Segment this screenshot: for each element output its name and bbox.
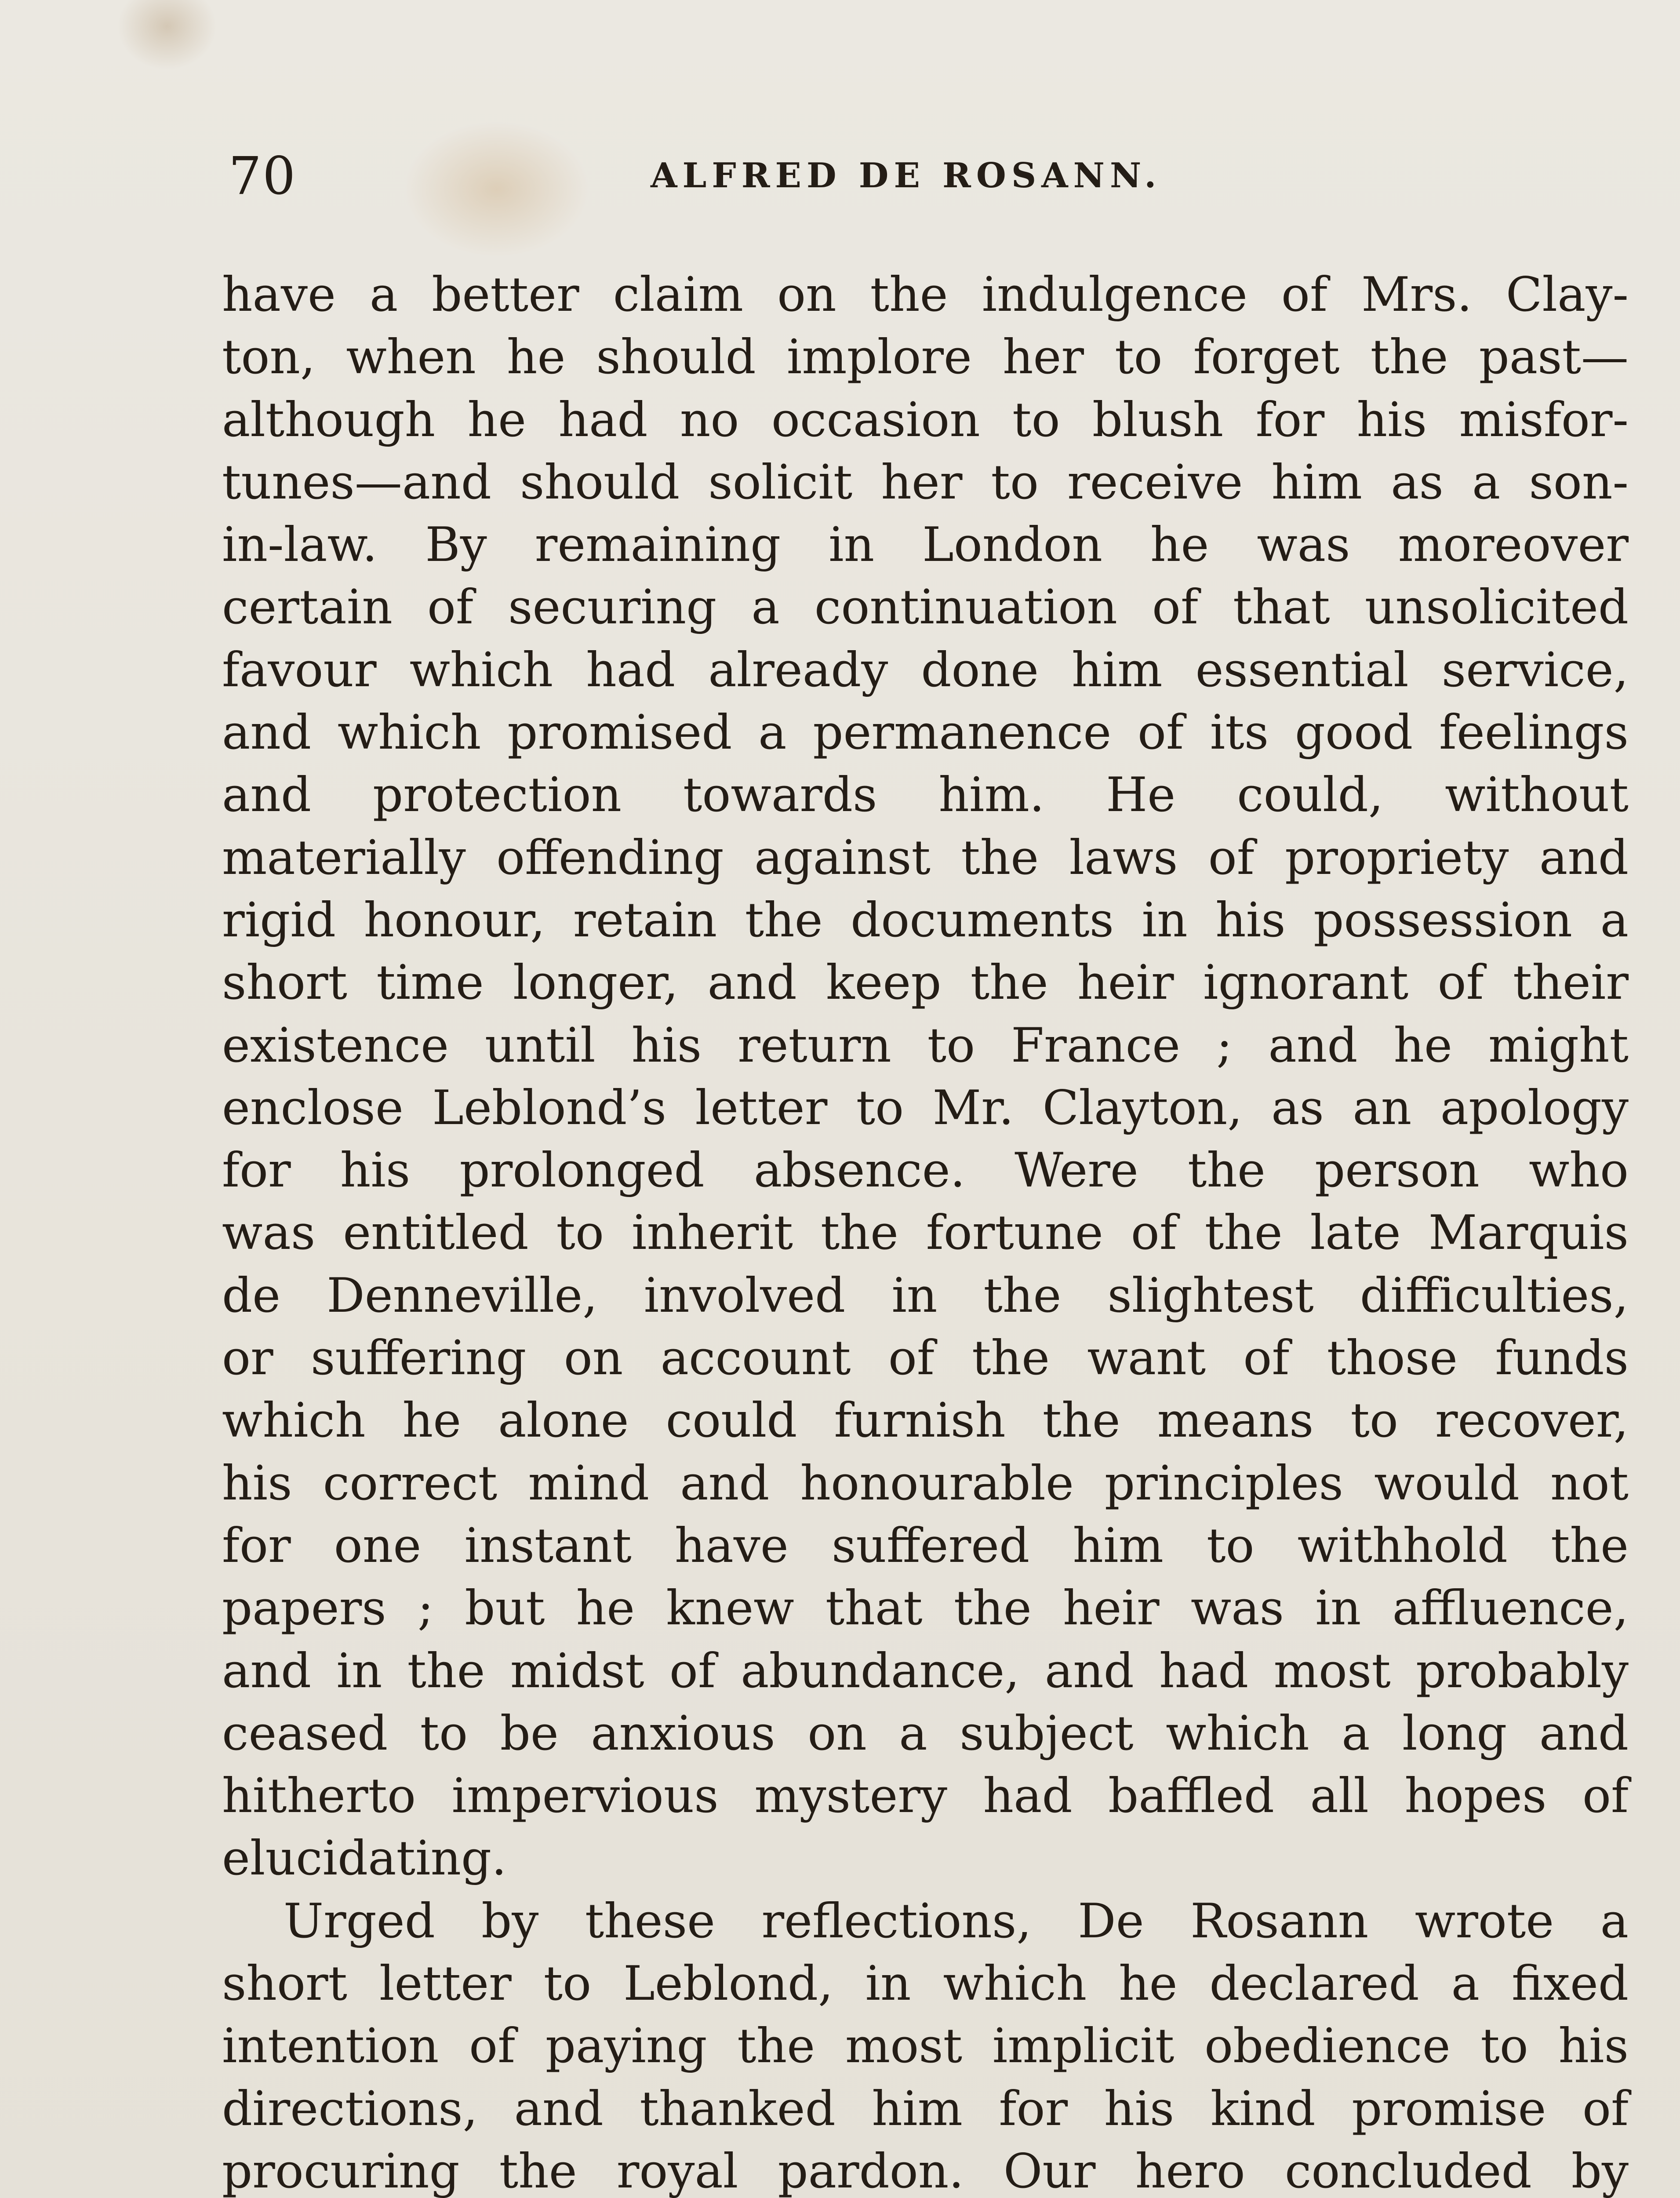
page-header — [229, 141, 1635, 211]
body-text — [222, 264, 1629, 2198]
text-line: papers ; but he knew that the heir was in affluence, — [222, 1581, 1629, 1636]
text-line: enclose Leblond’s letter to Mr. Clayton, as an apology — [222, 1080, 1629, 1135]
text-line: which he alone could furnish the means to recover, — [222, 1393, 1629, 1448]
text-line: short letter to Leblond, in which he declared a fixed — [222, 1956, 1629, 2012]
text-line: rigid honour, retain the documents in his possession a — [222, 892, 1629, 948]
text-line: his correct mind and honourable principles would not — [222, 1456, 1629, 1511]
text-line: for one instant have suffered him to withhold the — [222, 1518, 1629, 1573]
text-line: and protection towards him. He could, without — [222, 768, 1629, 823]
text-line: certain of securing a continuation of that unsolicited — [222, 580, 1629, 635]
text-line: was entitled to inherit the fortune of the late Marquis — [222, 1205, 1629, 1261]
text-line: elucidating. — [222, 1831, 507, 1886]
text-line: directions, and thanked him for his kind promise of — [222, 2081, 1629, 2136]
text-line: and in the midst of abundance, and had most probably — [222, 1643, 1629, 1699]
text-line: in-law. By remaining in London he was moreover — [222, 517, 1629, 573]
text-line: ceased to be anxious on a subject which a long and — [222, 1706, 1629, 1761]
text-line: or suffering on account of the want of those funds — [222, 1331, 1629, 1386]
text-line: hitherto impervious mystery had baffled all hopes of — [222, 1769, 1629, 1824]
text-line: short time longer, and keep the heir ignorant of their — [222, 955, 1629, 1011]
text-line: Urged by these reflections, De Rosann wrote a — [284, 1893, 1629, 1949]
page-number: 70 — [229, 146, 297, 206]
text-line: existence until his return to France ; and he might — [222, 1018, 1629, 1073]
text-line: intention of paying the most implicit obedience to his — [222, 2019, 1629, 2074]
text-line: ton, when he should implore her to forget the past— — [222, 330, 1629, 385]
text-line: de Denneville, involved in the slightest difficulties, — [222, 1268, 1629, 1323]
running-head: ALFRED DE ROSANN. — [651, 156, 1162, 196]
text-line: for his prolonged absence. Were the person who — [222, 1143, 1629, 1198]
text-line: although he had no occasion to blush for his misfor- — [222, 392, 1629, 448]
text-line: and which promised a permanence of its good feelings — [222, 705, 1629, 761]
text-line: have a better claim on the indulgence of Mrs. Clay- — [222, 267, 1629, 322]
text-line: favour which had already done him essential service, — [222, 642, 1629, 698]
text-line: procuring the royal pardon. Our hero concluded by — [222, 2143, 1629, 2198]
text-line: tunes—and should solicit her to receive him as a son- — [222, 455, 1629, 510]
text-line: materially offending against the laws of propriety and — [222, 830, 1629, 885]
